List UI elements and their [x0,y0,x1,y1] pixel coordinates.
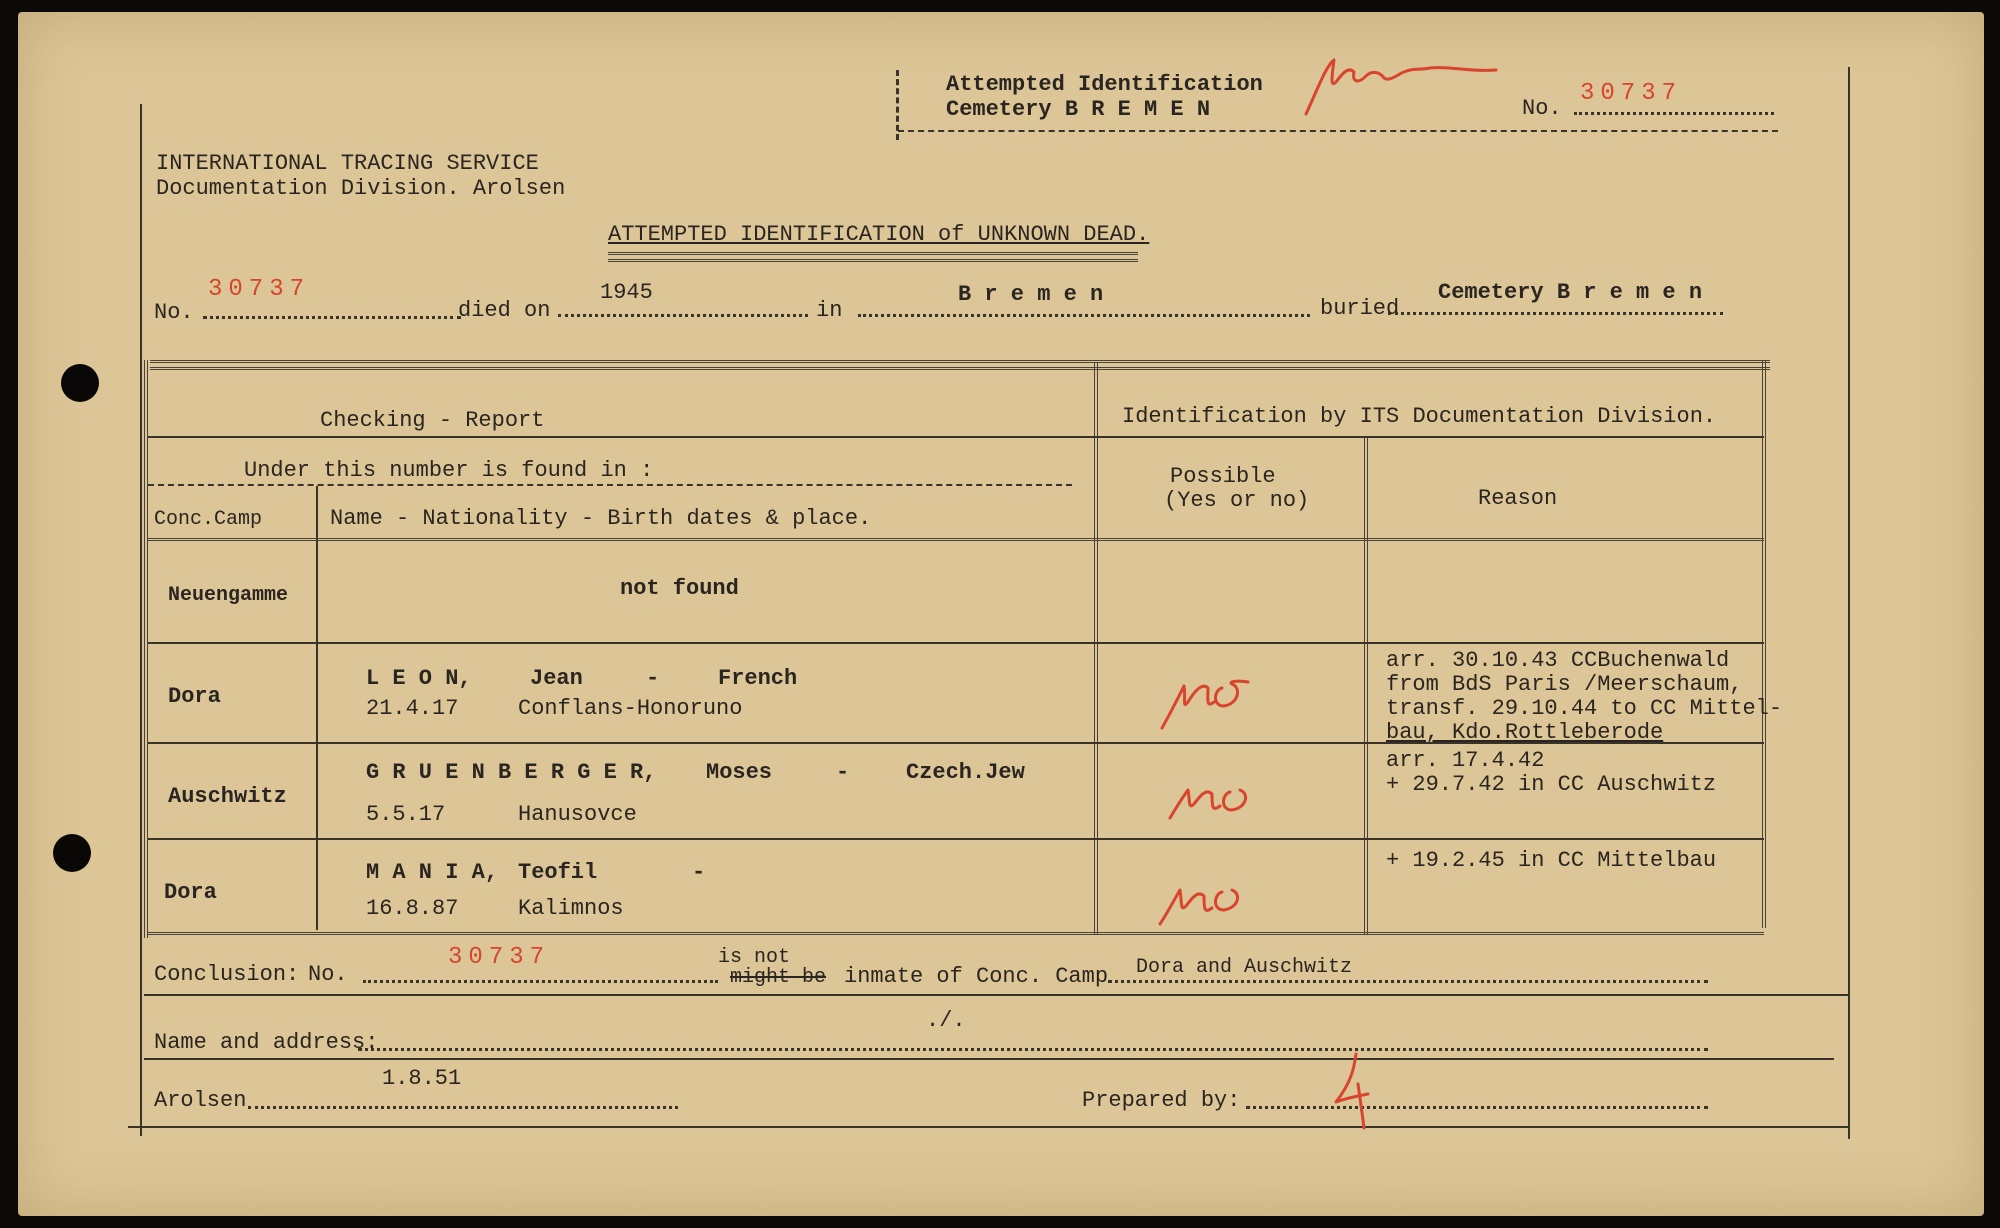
record-no-value: 30737 [208,276,311,303]
row-birthdate: 21.4.17 [366,696,459,721]
header-cemetery: Cemetery B R E M E N [946,97,1211,122]
table-line-under [148,484,1072,486]
table-left-border [144,360,148,938]
row-nationality: French [718,666,798,691]
record-no-label: No. [154,300,194,325]
document-title: ATTEMPTED IDENTIFICATION of UNKNOWN DEAD. [608,222,1150,247]
table-reason-divider [1364,436,1368,934]
col-possible-sub: (Yes or no) [1164,488,1310,513]
table-bottom-border [148,932,1764,935]
conclusion-struck-text: might be [730,966,827,989]
table-top-border-2 [150,367,1770,370]
table-header-bottom [148,538,1764,541]
col-possible-header: Possible [1170,464,1276,489]
table-right-border [1762,360,1766,928]
footer-date-dots [248,1106,678,1109]
row-dash: - [836,760,850,785]
org-line-1: INTERNATIONAL TRACING SERVICE [156,151,539,176]
conclusion-camp-dots [1108,980,1708,983]
frame-left-line [140,104,142,1136]
row-name-line1: L E O N, [366,666,472,691]
buried-dots [1388,312,1723,315]
col-reason-header: Reason [1478,486,1558,511]
row-birthdate: 5.5.17 [366,802,446,827]
row-birthplace: Conflans-Honoruno [518,696,743,721]
died-on-value: 1945 [600,280,653,305]
punch-hole [61,364,99,402]
row-camp: Neuengamme [168,584,289,607]
table-top-border [150,360,1770,363]
name-address-dots [358,1048,1708,1051]
row-reason-line: from BdS Paris /Meerschaum, [1386,672,1743,697]
row-birthplace: Hanusovce [518,802,637,827]
handwritten-none-mark [1300,48,1500,120]
died-on-dots [558,314,808,317]
handwritten-no-mark [1166,768,1266,824]
preparer-signature-mark [1328,1050,1388,1132]
conclusion-camp-value: Dora and Auschwitz [1136,956,1353,979]
conclusion-no-dots [363,980,718,983]
conclusion-is-not: is not [718,946,791,969]
row-divider [148,642,1764,644]
name-address-label: Name and address: [154,1030,379,1055]
row-reason-line: + 19.2.45 in CC Mittelbau [1386,848,1717,873]
conclusion-label: Conclusion: [154,962,300,987]
handwritten-no-mark [1158,662,1268,734]
under-number-text: Under this number is found in : [244,458,654,483]
prepared-by-dots [1246,1106,1708,1109]
conclusion-underline [144,994,1850,996]
title-double-underline-2 [608,259,1138,262]
table-camp-divider [316,486,318,930]
died-on-label: died on [458,298,551,323]
punch-hole [53,834,91,872]
row-reason-line: transf. 29.10.44 to CC Mittel- [1386,696,1783,721]
footer-place-label: Arolsen [154,1088,247,1113]
row-name-line1: not found [620,576,739,601]
row-firstname: Teofil [518,860,598,885]
col-name-header: Name - Nationality - Birth dates & place. [330,506,872,531]
in-label: in [816,298,843,323]
frame-bottom-line [128,1126,1850,1128]
prepared-by-label: Prepared by: [1082,1088,1241,1113]
conclusion-no-label: No. [308,962,348,987]
title-double-underline [608,252,1138,255]
row-birthdate: 16.8.87 [366,896,459,921]
identification-heading: Identification by ITS Documentation Division. [1122,404,1717,429]
row-divider [148,838,1764,840]
row-reason-line: arr. 17.4.42 [1386,748,1545,773]
org-line-2: Documentation Division. Arolsen [156,176,566,201]
row-birthplace: Kalimnos [518,896,624,921]
row-firstname: Jean [530,666,583,691]
row-reason-line: arr. 30.10.43 CCBuchenwald [1386,648,1730,673]
row-reason-line: bau, Kdo.Rottleberode [1386,720,1664,745]
row-name-line1: M A N I A, [366,860,499,885]
buried-label: buried [1320,296,1400,321]
header-no-dots [1574,112,1774,115]
in-value: B r e m e n [958,282,1104,307]
col-camp-header: Conc.Camp [154,508,263,531]
row-nationality: Czech.Jew [906,760,1025,785]
table-mid-divider [1094,362,1098,934]
conclusion-inmate-text: inmate of Conc. Camp [844,964,1109,989]
row-dash: - [646,666,660,691]
header-no-label: No. [1522,96,1562,121]
row-divider [148,742,1764,744]
header-underline [898,130,1778,132]
row-dash: - [692,860,706,885]
row-firstname: Moses [706,760,773,785]
handwritten-no-mark [1156,868,1266,930]
record-no-dots [203,316,461,319]
attempted-identification-label: Attempted Identification [946,72,1263,97]
row-name-line1: G R U E N B E R G E R, [366,760,657,785]
row-reason-line: + 29.7.42 in CC Auschwitz [1386,772,1717,797]
frame-right-line [1848,67,1850,1139]
row-camp: Dora [168,684,221,709]
buried-value: Cemetery B r e m e n [1438,280,1703,305]
header-no-value: 30737 [1580,80,1683,107]
checking-report-heading: Checking - Report [320,408,545,433]
table-line-header [148,436,1764,438]
row-camp: Auschwitz [168,784,287,809]
document-card [18,12,1984,1216]
name-address-value: ./. [926,1008,966,1033]
name-address-underline [144,1058,1834,1060]
conclusion-no-value: 30737 [448,944,551,971]
row-camp: Dora [164,880,217,905]
footer-date-value: 1.8.51 [382,1066,462,1091]
in-dots [858,314,1310,317]
